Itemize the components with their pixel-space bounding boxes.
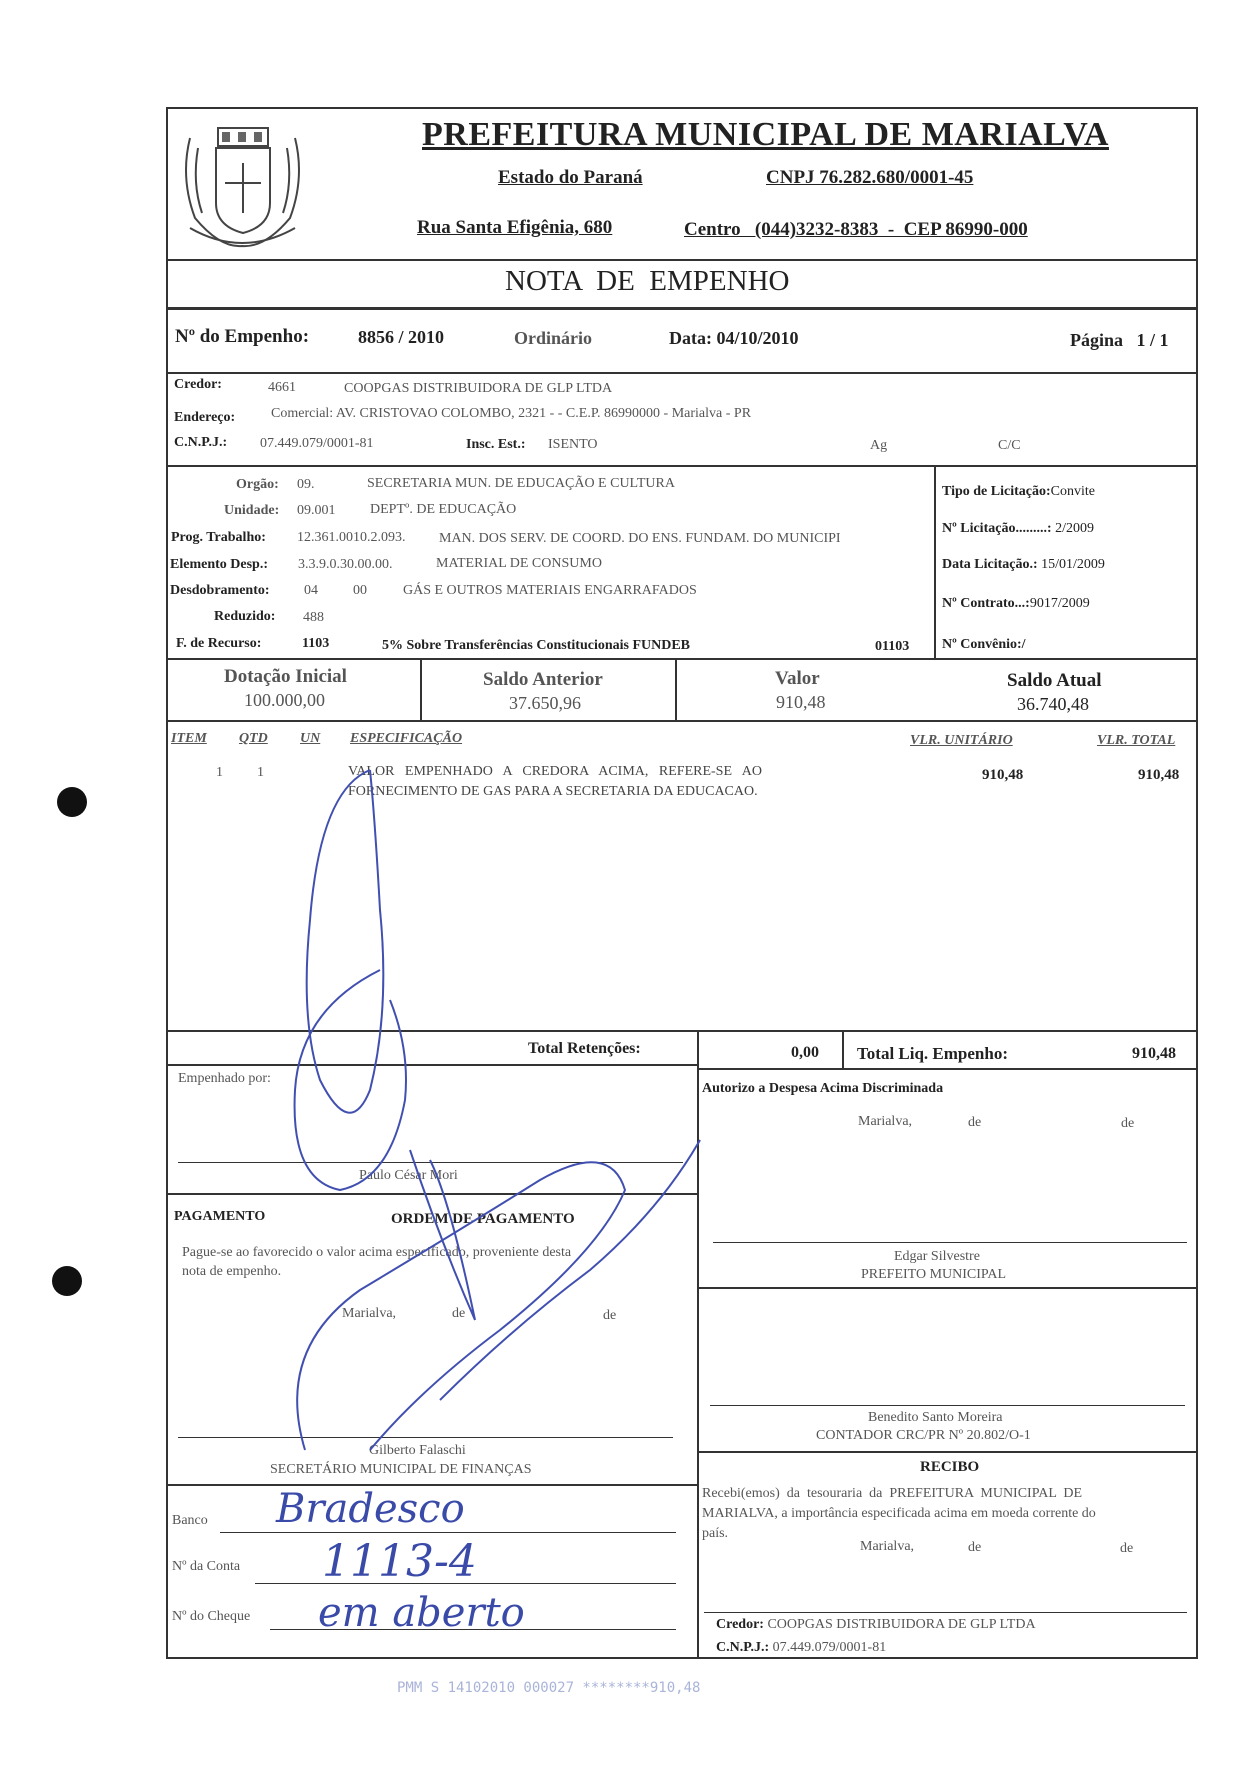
- col-un: UN: [300, 731, 321, 746]
- cheque-label: Nº do Cheque: [172, 1609, 251, 1624]
- recibo-credor-label: Credor:: [716, 1617, 764, 1632]
- item-qtd: 1: [257, 765, 264, 780]
- valor-label: Valor: [775, 668, 820, 689]
- recibo-cnpj-label: C.N.P.J.:: [716, 1640, 770, 1655]
- divider: [166, 720, 1198, 722]
- recurso-label: F. de Recurso:: [176, 636, 262, 651]
- numero-contrato-label: Nº Contrato...:: [942, 596, 1030, 611]
- numero-licitacao-label: Nº Licitação.........:: [942, 521, 1056, 536]
- marialva-recibo: Marialva,: [860, 1539, 915, 1554]
- tipo-licitacao-label: Tipo de Licitação:: [942, 484, 1051, 499]
- unidade-code: 09.001: [297, 503, 336, 518]
- recibo-credor-name: COOPGAS DISTRIBUIDORA DE GLP LTDA: [767, 1617, 1036, 1632]
- credor-name: COOPGAS DISTRIBUIDORA DE GLP LTDA: [344, 381, 613, 396]
- pague-se-text-1: Pague-se ao favorecido o valor acima especificado, proveniente desta: [182, 1245, 572, 1260]
- retencoes-value: 0,00: [791, 1044, 819, 1061]
- prog-code: 12.361.0010.2.093.: [297, 530, 406, 545]
- recibo-text-1: Recebi(emos) da tesouraria da PREFEITURA MUNICIPAL DE: [702, 1486, 1083, 1501]
- empenho-number: 8856 / 2010: [358, 327, 445, 347]
- recibo-text-3: país.: [702, 1526, 729, 1541]
- col-qtd: QTD: [239, 731, 268, 746]
- numero-contrato-value: 9017/2009: [1029, 596, 1090, 611]
- conta-label: Nº da Conta: [172, 1559, 241, 1574]
- reduzido-value: 488: [303, 610, 324, 625]
- de-left-2: de: [603, 1308, 617, 1323]
- prog-name: MAN. DOS SERV. DE COORD. DO ENS. FUNDAM. DO MUNICIPI: [439, 531, 841, 546]
- recibo-cnpj: [716, 1640, 886, 1656]
- recibo-cnpj-value: 07.449.079/0001-81: [772, 1640, 887, 1655]
- signature-line: [713, 1242, 1187, 1243]
- cc-label: C/C: [998, 438, 1021, 453]
- empenhado-signer: Paulo César Mori: [359, 1168, 458, 1183]
- credor-cnpj: 07.449.079/0001-81: [260, 436, 374, 451]
- unidade-name: DEPTº. DE EDUCAÇÃO: [370, 502, 517, 517]
- divider: [166, 259, 1198, 261]
- item-number: 1: [216, 765, 223, 780]
- recibo-text-2: MARIALVA, a importância especificada acima em moeda corrente do: [702, 1506, 1096, 1521]
- dotacao-value: 100.000,00: [244, 690, 325, 710]
- numero-licitacao: [942, 521, 1094, 537]
- prog-label: Prog. Trabalho:: [171, 530, 266, 545]
- divider: [166, 307, 1198, 310]
- nota-title: NOTA DE EMPENHO: [505, 265, 790, 297]
- contact-header: Centro (044)3232-8383 - CEP 86990-000: [684, 219, 1028, 240]
- credor-label: Credor:: [174, 377, 222, 392]
- divider: [697, 1068, 1198, 1070]
- divider: [842, 1030, 844, 1068]
- pague-se-text-2: nota de empenho.: [182, 1264, 282, 1279]
- contador-name: Benedito Santo Moreira: [868, 1410, 1003, 1425]
- elemento-name: MATERIAL DE CONSUMO: [436, 556, 602, 571]
- cnpj-label: C.N.P.J.:: [174, 435, 228, 450]
- state-name: Estado do Paraná: [498, 167, 643, 188]
- secretario-signer: Gilberto Falaschi: [369, 1443, 466, 1458]
- divider: [697, 1451, 1198, 1453]
- bank-stamp: PMM S 14102010 000027 ********910,48: [397, 1680, 701, 1696]
- secretario-title: SECRETÁRIO MUNICIPAL DE FINANÇAS: [270, 1462, 532, 1477]
- marialva-right: Marialva,: [858, 1114, 913, 1129]
- page-number: Página 1 / 1: [1070, 330, 1169, 350]
- recurso-code2: 01103: [875, 639, 910, 654]
- signature-line: [704, 1612, 1187, 1613]
- empenho-type: Ordinário: [514, 328, 593, 348]
- desdobramento-label: Desdobramento:: [170, 583, 270, 598]
- elemento-label: Elemento Desp.:: [170, 557, 268, 572]
- prefeito-title: PREFEITO MUNICIPAL: [861, 1267, 1007, 1282]
- banco-field-line: [220, 1532, 676, 1533]
- divider: [166, 658, 1198, 660]
- banco-label: Banco: [172, 1513, 208, 1528]
- divider: [166, 372, 1198, 374]
- recurso-code: 1103: [302, 636, 330, 651]
- address-header: Rua Santa Efigênia, 680: [417, 217, 613, 238]
- unidade-label: Unidade:: [224, 503, 280, 518]
- endereco-label: Endereço:: [174, 410, 236, 425]
- de-recibo-2: de: [1120, 1541, 1134, 1556]
- de-right-2: de: [1121, 1116, 1135, 1131]
- punch-hole-top: [57, 787, 87, 817]
- desdobramento-code2: 00: [353, 583, 367, 598]
- prefeito-name: Edgar Silvestre: [894, 1249, 980, 1264]
- recibo-credor: [716, 1617, 1036, 1633]
- numero-licitacao-value: 2/2009: [1055, 521, 1094, 536]
- de-left-1: de: [452, 1306, 466, 1321]
- col-vlr-unitario: VLR. UNITÁRIO: [910, 733, 1013, 748]
- orgao-name: SECRETARIA MUN. DE EDUCAÇÃO E CULTURA: [367, 476, 675, 491]
- marialva-left: Marialva,: [342, 1306, 397, 1321]
- credor-code: 4661: [268, 380, 296, 395]
- ag-label: Ag: [870, 438, 888, 453]
- data-licitacao-label: Data Licitação.:: [942, 557, 1042, 572]
- insc-label: Insc. Est.:: [466, 437, 526, 452]
- pagamento-label: PAGAMENTO: [174, 1209, 266, 1224]
- empenho-number-label: Nº do Empenho:: [175, 326, 310, 347]
- punch-hole-bottom: [52, 1266, 82, 1296]
- divider: [420, 658, 422, 720]
- municipal-crest-icon: [170, 108, 315, 253]
- ordem-pagamento-label: ORDEM DE PAGAMENTO: [391, 1211, 575, 1227]
- tipo-licitacao-value: Convite: [1050, 484, 1095, 499]
- divider: [166, 465, 1198, 467]
- prefeitura-title: PREFEITURA MUNICIPAL DE MARIALVA: [422, 116, 1109, 153]
- tipo-licitacao: [942, 484, 1095, 500]
- col-vlr-total: VLR. TOTAL: [1097, 733, 1176, 748]
- insc-value: ISENTO: [548, 437, 598, 452]
- contador-title: CONTADOR CRC/PR Nº 20.802/O-1: [816, 1428, 1031, 1443]
- cnpj-header: CNPJ 76.282.680/0001-45: [766, 167, 974, 188]
- desdobramento-name: GÁS E OUTROS MATERIAIS ENGARRAFADOS: [403, 583, 697, 598]
- total-liquido-value: 910,48: [1132, 1045, 1176, 1062]
- elemento-code: 3.3.9.0.30.00.00.: [298, 557, 393, 572]
- saldo-anterior-value: 37.650,96: [509, 693, 581, 713]
- col-item: ITEM: [171, 731, 207, 746]
- desdobramento-code1: 04: [304, 583, 318, 598]
- empenhado-por: Empenhado por:: [178, 1071, 271, 1086]
- numero-convenio: Nº Convênio:/: [942, 637, 1026, 652]
- divider: [934, 465, 936, 660]
- item-description-1: VALOR EMPENHADO A CREDORA ACIMA, REFERE-SE AO: [348, 764, 762, 779]
- divider: [697, 1287, 1198, 1289]
- numero-contrato: [942, 596, 1090, 612]
- saldo-atual-value: 36.740,48: [1017, 694, 1089, 714]
- signature-line: [710, 1405, 1185, 1406]
- orgao-code: 09.: [297, 477, 315, 492]
- divider: [675, 658, 677, 720]
- data-licitacao-value: 15/01/2009: [1041, 557, 1105, 572]
- item-total-value: 910,48: [1138, 767, 1180, 783]
- de-right-1: de: [968, 1115, 982, 1130]
- saldo-atual-label: Saldo Atual: [1007, 670, 1102, 691]
- credor-address: Comercial: AV. CRISTOVAO COLOMBO, 2321 - - C.E.P. 86990000 - Marialva - PR: [271, 406, 752, 421]
- dotacao-label: Dotação Inicial: [224, 666, 347, 687]
- de-recibo-1: de: [968, 1540, 982, 1555]
- empenho-date: Data: 04/10/2010: [669, 328, 799, 348]
- valor-value: 910,48: [776, 692, 826, 712]
- item-description-2: FORNECIMENTO DE GAS PARA A SECRETARIA DA EDUCACAO.: [348, 784, 758, 799]
- handwritten-conta: 1113-4: [322, 1536, 477, 1587]
- recurso-name: 5% Sobre Transferências Constitucionais FUNDEB: [382, 638, 691, 653]
- handwritten-cheque: em aberto: [318, 1590, 525, 1636]
- retencoes-label: Total Retenções:: [528, 1040, 641, 1057]
- saldo-anterior-label: Saldo Anterior: [483, 669, 603, 690]
- handwritten-banco: Bradesco: [276, 1486, 465, 1532]
- recibo-title: RECIBO: [920, 1459, 980, 1475]
- handwritten-signature-icon: [280, 760, 730, 1460]
- item-unit-value: 910,48: [982, 767, 1024, 783]
- reduzido-label: Reduzido:: [214, 609, 276, 624]
- col-especificacao: ESPECIFICAÇÃO: [350, 731, 463, 746]
- data-licitacao: [942, 557, 1105, 573]
- autorizo-label: Autorizo a Despesa Acima Discriminada: [702, 1081, 944, 1096]
- total-liquido-label: Total Liq. Empenho:: [857, 1044, 1008, 1063]
- orgao-label: Orgão:: [236, 477, 279, 492]
